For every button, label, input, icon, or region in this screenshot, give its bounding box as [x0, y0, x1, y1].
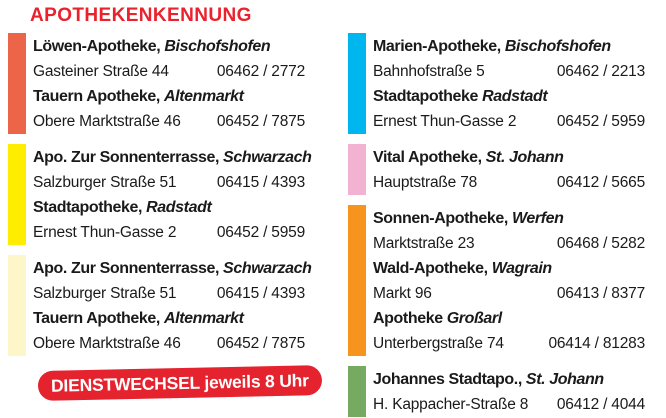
pharmacy-entry	[33, 256, 312, 306]
pharmacy-entry	[33, 306, 305, 356]
pharmacy-city: Altenmarkt	[164, 310, 244, 327]
pharmacy-entry	[33, 34, 305, 84]
pharmacy-column-right	[348, 33, 651, 417]
pharmacy-entry	[373, 306, 645, 356]
pharmacy-city: Schwarzach	[223, 260, 312, 277]
pharmacy-city: Altenmarkt	[164, 88, 244, 105]
pharmacy-column-left	[8, 33, 312, 356]
pharmacy-city: Radstadt	[482, 88, 548, 105]
pharmacy-group-salmon	[8, 33, 308, 134]
duty-change-badge	[38, 365, 322, 401]
pharmacy-entry	[373, 256, 645, 306]
pharmacy-phone: 06415 / 4393	[216, 285, 305, 302]
pharmacy-group-cream	[8, 255, 312, 356]
pharmacy-phone: 06462 / 2213	[556, 63, 645, 80]
pharmacy-address: Bahnhofstraße 5	[373, 63, 485, 80]
pharmacy-group-orange	[348, 205, 651, 356]
pharmacy-address: Obere Marktstraße 46	[33, 335, 181, 352]
group-color-bar	[8, 255, 26, 356]
pharmacy-group-cyan	[348, 33, 651, 134]
pharmacy-phone: 06412 / 5665	[556, 174, 645, 191]
pharmacy-entry	[373, 84, 645, 134]
pharmacy-phone: 06412 / 4044	[556, 396, 645, 413]
pharmacy-name: Vital Apotheke,	[373, 149, 482, 166]
pharmacy-entry	[373, 206, 645, 256]
pharmacy-phone: 06414 / 81283	[548, 335, 645, 352]
group-color-bar	[8, 33, 26, 134]
pharmacy-name: Sonnen-Apotheke,	[373, 210, 508, 227]
pharmacy-phone: 06462 / 2772	[216, 63, 305, 80]
pharmacy-address: Ernest Thun-Gasse 2	[33, 224, 177, 241]
pharmacy-address: Marktstraße 23	[373, 235, 475, 252]
pharmacy-city: Wagrain	[491, 260, 552, 277]
pharmacy-city: Bischofshofen	[164, 38, 271, 55]
pharmacy-address: Hauptstraße 78	[373, 174, 478, 191]
pharmacy-city: Werfen	[511, 210, 564, 227]
pharmacy-address: Markt 96	[373, 285, 432, 302]
pharmacy-name: Löwen-Apotheke,	[33, 38, 161, 55]
pharmacy-group-green	[348, 366, 651, 417]
pharmacy-name: Apo. Zur Sonnenterrasse,	[33, 260, 219, 277]
pharmacy-city: St. Johann	[485, 149, 564, 166]
pharmacy-phone: 06413 / 8377	[556, 285, 645, 302]
pharmacy-name: Wald-Apotheke,	[373, 260, 488, 277]
pharmacy-phone: 06452 / 5959	[216, 224, 305, 241]
pharmacy-phone: 06415 / 4393	[216, 174, 305, 191]
pharmacy-address: Unterbergstraße 74	[373, 335, 504, 352]
pharmacy-address: Gasteiner Straße 44	[33, 63, 169, 80]
pharmacy-name: Tauern Apotheke,	[33, 88, 160, 105]
pharmacy-name: Apo. Zur Sonnenterrasse,	[33, 149, 219, 166]
pharmacy-group-pink	[348, 144, 651, 195]
pharmacy-name: Stadtapotheke	[373, 88, 479, 105]
duty-change-badge-label: DIENSTWECHSEL jeweils 8 Uhr	[50, 369, 309, 396]
pharmacy-city: Radstadt	[146, 199, 212, 216]
pharmacy-name: Tauern Apotheke,	[33, 310, 160, 327]
pharmacy-address: Salzburger Straße 51	[33, 285, 177, 302]
pharmacy-entry	[373, 34, 645, 84]
pharmacy-address: Obere Marktstraße 46	[33, 113, 181, 130]
pharmacy-entry	[373, 367, 645, 417]
group-color-bar	[348, 144, 366, 195]
pharmacy-phone: 06452 / 7875	[216, 113, 305, 130]
group-color-bar	[8, 144, 26, 245]
pharmacy-phone: 06452 / 7875	[216, 335, 305, 352]
pharmacy-city: Schwarzach	[223, 149, 312, 166]
group-color-bar	[348, 366, 366, 417]
pharmacy-address: Salzburger Straße 51	[33, 174, 177, 191]
pharmacy-name: Apotheke	[373, 310, 443, 327]
pharmacy-entry	[33, 145, 312, 195]
pharmacy-city: St. Johann	[525, 371, 604, 388]
pharmacy-phone: 06452 / 5959	[556, 113, 645, 130]
pharmacy-address: Ernest Thun-Gasse 2	[373, 113, 517, 130]
pharmacy-entry	[33, 195, 305, 245]
pharmacy-name: Marien-Apotheke,	[373, 38, 501, 55]
pharmacy-name: Stadtapotheke,	[33, 199, 143, 216]
pharmacy-name: Johannes Stadtapo.,	[373, 371, 522, 388]
group-color-bar	[348, 33, 366, 134]
pharmacy-phone: 06468 / 5282	[556, 235, 645, 252]
pharmacy-entry	[373, 145, 645, 195]
pharmacy-city: Bischofshofen	[504, 38, 611, 55]
pharmacy-address: H. Kappacher-Straße 8	[373, 396, 529, 413]
pharmacy-city: Großarl	[446, 310, 502, 327]
pharmacy-entry	[33, 84, 305, 134]
page-title: APOTHEKENKENNUNG	[30, 5, 252, 26]
group-color-bar	[348, 205, 366, 356]
pharmacy-group-yellow	[8, 144, 312, 245]
